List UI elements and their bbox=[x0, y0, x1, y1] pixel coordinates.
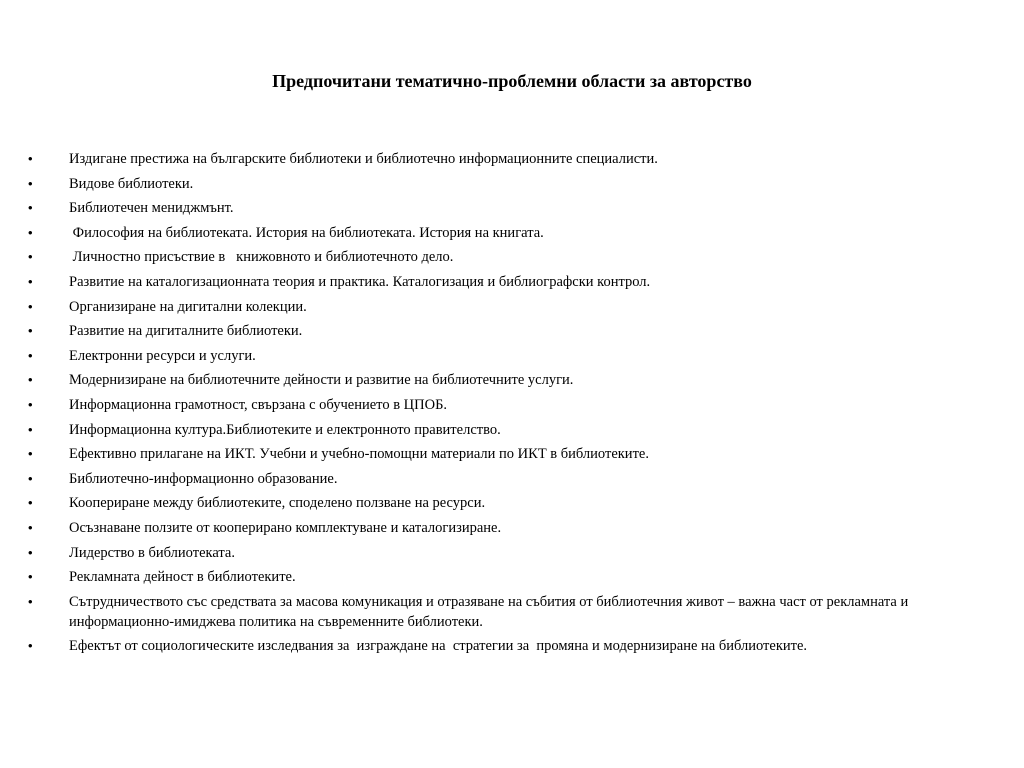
list-item bbox=[28, 541, 958, 566]
bullet-icon: • bbox=[28, 519, 33, 535]
bullet-icon: • bbox=[28, 323, 33, 339]
bullet-icon: • bbox=[28, 347, 33, 363]
list-item bbox=[28, 590, 958, 634]
bullet-icon: • bbox=[28, 372, 33, 388]
bullet-icon: • bbox=[28, 396, 33, 412]
list-item bbox=[28, 221, 958, 246]
bullet-icon: • bbox=[28, 273, 33, 289]
list-item-text: Лидерство в библиотеката. bbox=[69, 544, 235, 561]
list-item-text: Електронни ресурси и услуги. bbox=[69, 347, 256, 364]
bullet-icon: • bbox=[28, 421, 33, 437]
bullet-icon: • bbox=[28, 470, 33, 486]
list-item bbox=[28, 172, 958, 197]
bullet-icon: • bbox=[28, 175, 33, 191]
list-item bbox=[28, 516, 958, 541]
list-item-text: Издигане престижа на българските библиотеки и библиотечно информационните специалисти. bbox=[69, 151, 658, 167]
list-item-text: Видове библиотеки. bbox=[69, 175, 194, 192]
list-item bbox=[28, 634, 958, 659]
list-item-text: Организиране на дигитални колекции. bbox=[69, 298, 307, 315]
list-item-text: Сътрудничеството със средствата за масова комуникация и отразяване на събития от библиотечния живот – важна част от рекламната и информационно-имиджева политика на съвременните библиотеки. bbox=[69, 593, 912, 630]
list-item bbox=[28, 442, 958, 467]
list-item-text: Библиотечен мениджмънт. bbox=[69, 200, 234, 217]
list-item bbox=[28, 270, 958, 295]
bullet-icon: • bbox=[28, 544, 33, 560]
list-item-text: Ефектът от социологическите изследвания за изграждане на стратегии за промяна и модернизиране на библиотеките. bbox=[69, 637, 808, 654]
list-item bbox=[28, 565, 958, 590]
list-item bbox=[28, 418, 958, 443]
bullet-icon: • bbox=[28, 249, 33, 265]
list-item bbox=[28, 368, 958, 393]
list-item bbox=[28, 467, 958, 492]
list-item-text: Информационна култура.Библиотеките и електронното правителство. bbox=[69, 421, 501, 438]
list-item bbox=[28, 319, 958, 344]
list-item-text: Коопериране между библиотеките, споделено ползване на ресурси. bbox=[69, 495, 486, 512]
bullet-icon: • bbox=[28, 200, 33, 216]
list-item bbox=[28, 344, 958, 369]
bullet-icon: • bbox=[28, 298, 33, 314]
list-item bbox=[28, 245, 958, 270]
list-item bbox=[28, 147, 958, 172]
bullet-icon: • bbox=[28, 446, 33, 462]
bullet-icon: • bbox=[28, 637, 33, 653]
bullet-list bbox=[28, 147, 958, 658]
slide-title: Предпочитани тематично-проблемни области за авторство bbox=[272, 71, 752, 91]
list-item-text: Личностно присъствие в книжовното и библиотечното дело. bbox=[69, 249, 454, 266]
list-item-text: Рекламната дейност в библиотеките. bbox=[69, 569, 296, 586]
list-item-text: Ефективно прилагане на ИКТ. Учебни и учебно-помощни материали по ИКТ в библиотеките. bbox=[69, 446, 649, 463]
bullet-icon: • bbox=[28, 224, 33, 240]
list-item bbox=[28, 196, 958, 221]
list-item-text: Библиотечно-информационно образование. bbox=[69, 470, 338, 487]
list-item-text: Развитие на дигиталните библиотеки. bbox=[69, 323, 303, 340]
list-item bbox=[28, 393, 958, 418]
list-item bbox=[28, 295, 958, 320]
list-item-text: Развитие на каталогизационната теория и практика. Каталогизация и библиографски контрол. bbox=[69, 273, 651, 290]
bullet-icon: • bbox=[28, 495, 33, 511]
list-item-text: Модернизиране на библиотечните дейности и развитие на библиотечните услуги. bbox=[69, 372, 574, 389]
bullet-icon: • bbox=[28, 151, 33, 166]
list-item bbox=[28, 491, 958, 516]
bullet-icon: • bbox=[28, 569, 33, 585]
bullet-icon: • bbox=[28, 593, 33, 609]
list-item-text: Информационна грамотност, свързана с обучението в ЦПОБ. bbox=[69, 396, 448, 413]
list-item-text: Осъзнаване ползите от кооперирано комплектуване и каталогизиране. bbox=[69, 519, 502, 536]
list-item-text: Философия на библиотеката. История на библиотеката. История на книгата. bbox=[69, 224, 544, 241]
